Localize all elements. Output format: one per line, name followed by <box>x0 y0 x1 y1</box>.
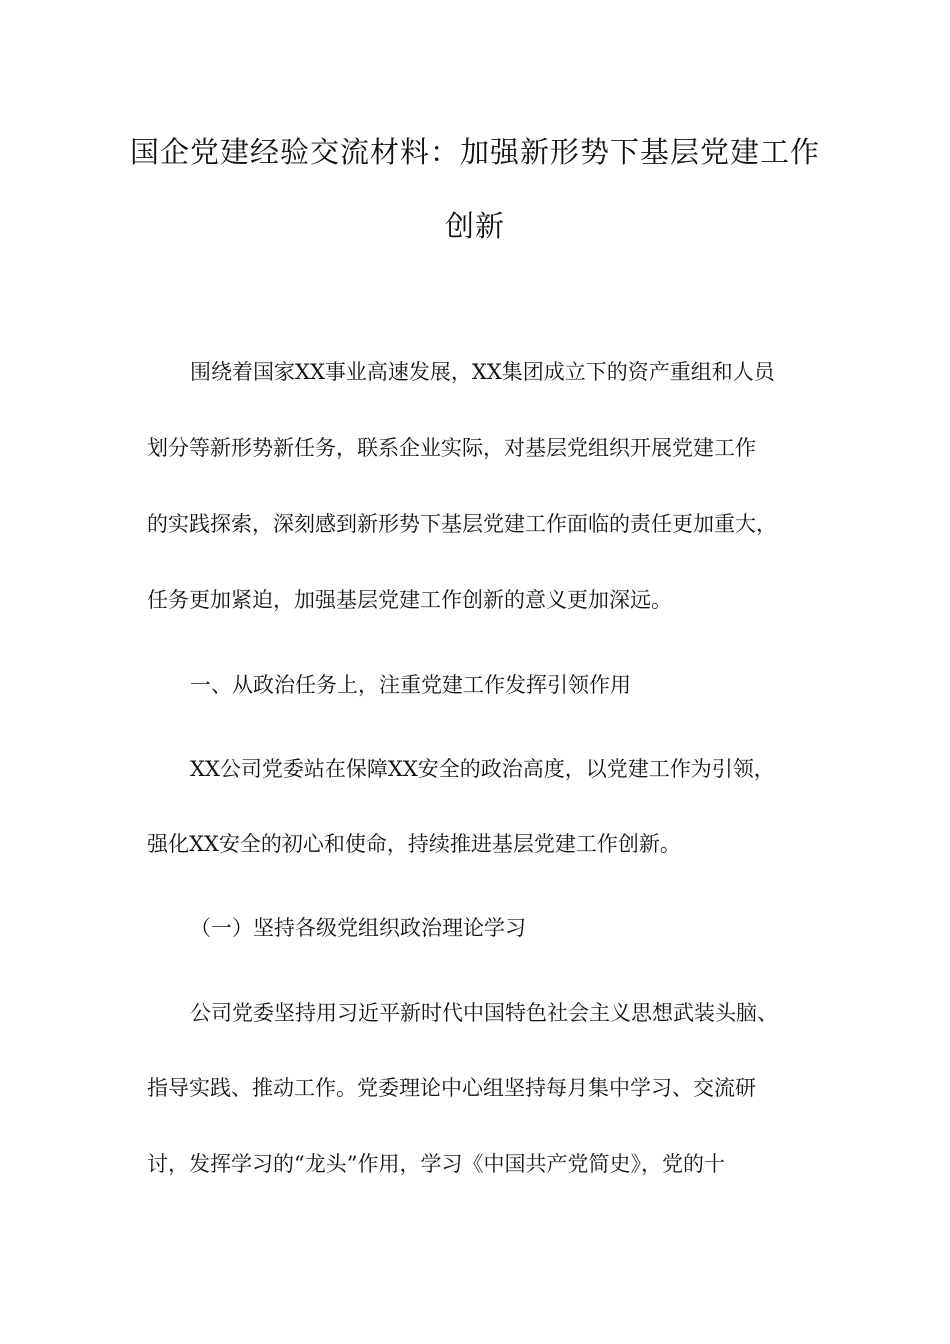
section-heading-1: 一、从政治任务上，注重党建工作发挥引领作用 <box>190 673 631 697</box>
document-title-line-1: 国企党建经验交流材料：加强新形势下基层党建工作 <box>129 135 820 169</box>
paragraph-subsection1-line-1: 公司党委坚持用习近平新时代中国特色社会主义思想武装头脑、 <box>190 1001 778 1025</box>
paragraph-subsection1-line-3: 讨，发挥学习的“龙头”作用，学习《中国共产党简史》，党的十 <box>147 1152 725 1176</box>
paragraph-subsection1-line-2: 指导实践、推动工作。党委理论中心组坚持每月集中学习、交流研 <box>147 1076 756 1100</box>
paragraph-intro-line-3: 的实践探索，深刻感到新形势下基层党建工作面临的责任更加重大， <box>147 512 777 536</box>
subsection-heading-1: （一）坚持各级党组织政治理论学习 <box>190 916 526 940</box>
paragraph-intro-line-1: 围绕着国家XX事业高速发展，XX集团成立下的资产重组和人员 <box>190 360 775 384</box>
paragraph-section1-line-1: XX公司党委站在保障XX安全的政治高度，以党建工作为引领， <box>190 757 775 781</box>
paragraph-intro-line-2: 划分等新形势新任务，联系企业实际，对基层党组织开展党建工作 <box>147 436 756 460</box>
document-title-line-2: 创新 <box>444 209 505 243</box>
paragraph-section1-line-2: 强化XX安全的初心和使命，持续推进基层党建工作创新。 <box>147 832 681 856</box>
paragraph-intro-line-4: 任务更加紧迫，加强基层党建工作创新的意义更加深远。 <box>147 588 672 612</box>
